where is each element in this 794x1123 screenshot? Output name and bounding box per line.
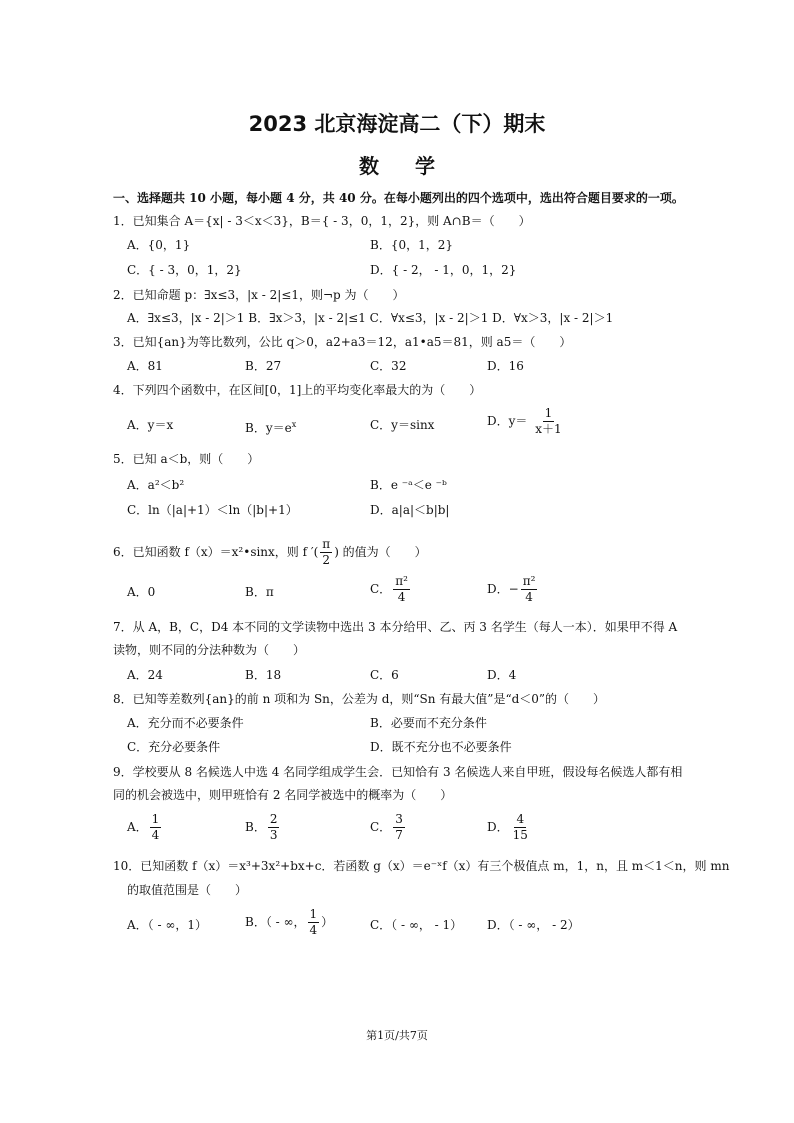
question-10-option-b: B．（ - ∞， $\frac{1}{4}$ ） — [245, 907, 334, 937]
question-5-option-b: B．e ⁻ᵃ＜e ⁻ᵇ — [370, 478, 447, 492]
question-1-option-c: C．{ - 3，0，1，2} — [127, 263, 242, 277]
question-7-line-1: 7．从 A，B，C，D4 本不同的文学读物中选出 3 本分给甲、乙、丙 3 名学生（每人一本）．如果甲不得 A — [113, 620, 678, 634]
question-8-option-b: B．必要而不充分条件 — [370, 716, 487, 730]
question-1-option-a: A．{0，1} — [127, 238, 191, 252]
question-1-stem: 1．已知集合 A＝{x| - 3＜x＜3}，B＝{ - 3，0，1，2}，则 A∩B＝（ ） — [113, 214, 531, 228]
question-6-option-c: C． $\frac{\text{π²}}{4}$ — [370, 574, 408, 604]
question-6-option-a: A．0 — [127, 585, 156, 599]
question-3-stem: 3．已知{an}为等比数列，公比 q＞0，a2+a3＝12，a1•a5＝81，则 a5＝（ ） — [113, 335, 572, 349]
question-10-option-c: C．（ - ∞， - 1） — [370, 918, 463, 932]
question-5-option-d: D．a|a|＜b|b| — [370, 503, 450, 517]
question-10-line-1: 10．已知函数 f（x）＝x³+3x²+bx+c．若函数 g（x）＝e⁻ˣf（x）有三个极值点 m，1，n，且 m＜1＜n，则 mn — [113, 859, 730, 873]
question-7-option-c: C．6 — [370, 668, 399, 682]
question-5-option-c: C．ln（|a|+1）＜ln（|b|+1） — [127, 503, 298, 517]
question-7-option-d: D．4 — [487, 668, 517, 682]
subject-title: 数学 — [359, 154, 471, 178]
question-10-line-2: 的取值范围是（ ） — [127, 883, 248, 897]
question-4-option-a: A．y＝x — [127, 418, 174, 432]
question-3-option-a: A．81 — [127, 359, 163, 373]
question-4-option-b: B．$y=e^x$ — [245, 420, 297, 435]
question-3-option-d: D．16 — [487, 359, 524, 373]
question-9-line-1: 9．学校要从 8 名候选人中选 4 名同学组成学生会．已知恰有 3 名候选人来自甲班，假设每名候选人都有相 — [113, 765, 683, 779]
question-2-stem: 2．已知命题 p：∃x≤3，|x - 2|≤1，则¬p 为（ ） — [113, 288, 405, 302]
page-footer: 第1页/共7页 — [366, 1029, 428, 1042]
question-10-option-d: D．（ - ∞， - 2） — [487, 918, 580, 932]
question-8-stem: 8．已知等差数列{an}的前 n 项和为 Sn，公差为 d，则“Sn 有最大值”是“d＜0”的（ ） — [113, 692, 606, 706]
question-1-option-b: B．{0，1，2} — [370, 238, 453, 252]
question-3-option-b: B．27 — [245, 359, 282, 373]
question-4-option-d: D．y＝ $\frac{1}{x+1}$ — [487, 406, 562, 436]
question-4-option-c: C．y＝sinx — [370, 418, 435, 432]
question-3-option-c: C．32 — [370, 359, 407, 373]
question-9-option-b: B． $\frac{2}{3}$ — [245, 812, 278, 842]
question-6-option-b: B．π — [245, 585, 274, 599]
question-7-line-2: 读物，则不同的分法种数为（ ） — [113, 643, 306, 657]
question-9-option-c: C． $\frac{3}{7}$ — [370, 812, 403, 842]
question-8-option-d: D．既不充分也不必要条件 — [370, 740, 512, 754]
question-7-option-a: A．24 — [127, 668, 163, 682]
question-9-line-2: 同的机会被选中，则甲班恰有 2 名同学被选中的概率为（ ） — [113, 788, 453, 802]
question-4-stem: 4．下列四个函数中，在区间[0，1]上的平均变化率最大的为（ ） — [113, 383, 482, 397]
question-1-option-d: D．{ - 2， - 1，0，1，2} — [370, 263, 517, 277]
question-9-option-d: D． $\frac{4}{15}$ — [487, 812, 528, 842]
question-10-option-a: A．（ - ∞，1） — [127, 918, 207, 932]
question-8-option-a: A．充分而不必要条件 — [127, 716, 244, 730]
question-7-option-b: B．18 — [245, 668, 282, 682]
question-6-option-d: D．− $\frac{\text{π²}}{4}$ — [487, 574, 536, 604]
section-heading: 一、选择题共 10 小题，每小题 4 分，共 40 分。在每小题列出的四个选项中，选出符合题目要求的一项。 — [113, 191, 684, 205]
question-8-option-c: C．充分必要条件 — [127, 740, 221, 754]
question-6-stem: 6．已知函数 f（x）＝x²•sinx，则 f ′( $\frac{\pi}{2}$ ) 的值为（ ） — [113, 537, 427, 567]
question-5-stem: 5．已知 a＜b，则（ ） — [113, 452, 260, 466]
question-9-option-a: A． $\frac{1}{4}$ — [127, 812, 160, 842]
page-title: 2023 北京海淀高二（下）期末 — [248, 112, 546, 136]
question-2-options: A．∃x≤3，|x - 2|＞1 B．∃x＞3，|x - 2|≤1 C．∀x≤3，|x - 2|＞1 D．∀x＞3，|x - 2|＞1 — [127, 311, 614, 325]
question-5-option-a: A．a²＜b² — [127, 478, 185, 492]
